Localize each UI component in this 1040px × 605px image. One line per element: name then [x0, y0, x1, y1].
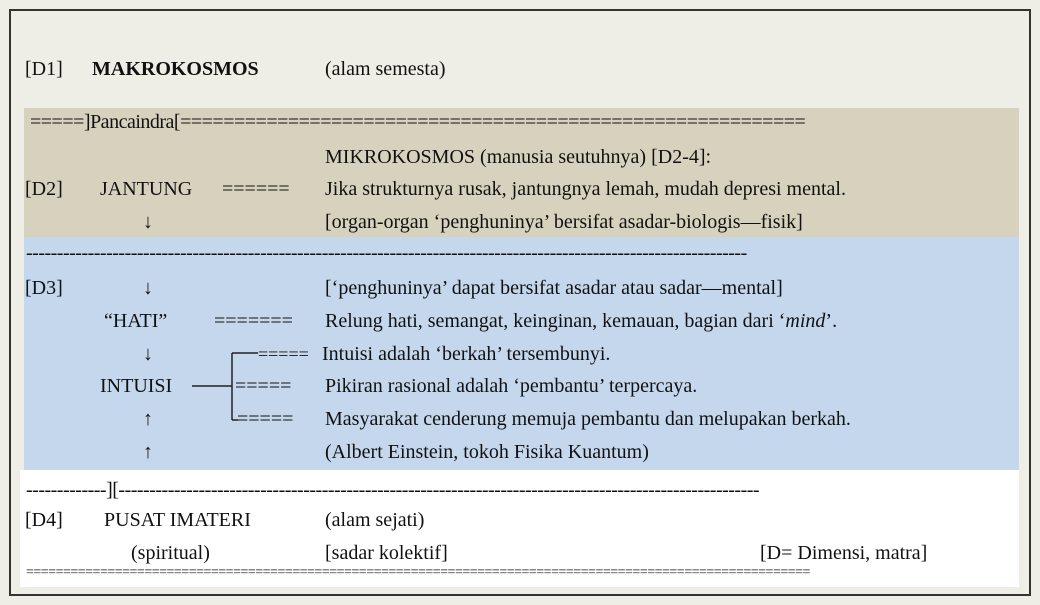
d3-line-4: Pikiran rasional adalah ‘pembantu’ terpercaya.	[325, 375, 698, 397]
bottom-dash-divider	[26, 480, 1011, 500]
branch-bot-connector: =====	[237, 408, 294, 430]
intuisi-label: INTUISI	[100, 375, 173, 397]
bottom-divider-left: -------------]	[26, 480, 113, 500]
d2-connector: ======	[222, 178, 290, 200]
d3-arrow-up-2: ↑	[143, 441, 153, 463]
pancaindra-label: Pancaindra	[90, 112, 174, 132]
bottom-double-rule: ==========================================================================================================	[26, 566, 810, 580]
branch-mid-connector: =====	[235, 375, 292, 397]
d4-desc: (alam sejati)	[325, 509, 425, 531]
d2-line-3: [organ-organ ‘penghuninya’ bersifat asadar-biologis—fisik]	[325, 211, 803, 233]
d1-desc: (alam semesta)	[325, 58, 446, 80]
divider-right: [==========================================================	[173, 112, 806, 132]
d4-label: PUSAT IMATERI	[104, 509, 251, 531]
d3-line-2-post: ’.	[825, 310, 838, 332]
d2-label: JANTUNG	[100, 178, 193, 200]
d4-tag: [D4]	[25, 509, 63, 531]
d3-line-6: (Albert Einstein, tokoh Fisika Kuantum)	[325, 441, 649, 463]
d1-title: MAKROKOSMOS	[92, 58, 259, 80]
d2-arrow-down: ↓	[143, 211, 153, 233]
d1-tag: [D1]	[25, 58, 63, 80]
hati-label: “HATI”	[104, 310, 168, 332]
divider-left: =====]	[30, 112, 91, 132]
d3-tag: [D3]	[25, 277, 63, 299]
hati-connector: =======	[214, 310, 293, 332]
dash-divider: ---------------------------------------------------------------------------------------------------------------------	[26, 243, 747, 263]
branch-top-connector: =====	[258, 344, 309, 364]
d3-line-5: Masyarakat cenderung memuja pembantu dan melupakan berkah.	[325, 408, 851, 430]
bottom-divider-right: [--------------------------------------------------------------------------------------------------------	[112, 480, 760, 500]
d4-desc2: [sadar kolektif]	[325, 542, 448, 564]
d2-tag: [D2]	[25, 178, 63, 200]
d3-arrow-up-1: ↑	[143, 408, 153, 430]
d3-line-3: Intuisi adalah ‘berkah’ tersembunyi.	[322, 343, 611, 365]
d3-arrow-down-1: ↓	[143, 277, 153, 299]
d3-arrow-down-2: ↓	[143, 343, 153, 365]
d3-line-2-pre: Relung hati, semangat, keinginan, kemauan, bagian dari ‘	[325, 310, 786, 332]
d3-line-2-em: mind	[785, 310, 826, 332]
d2-line-1: MIKROKOSMOS (manusia seutuhnya) [D2-4]:	[325, 146, 712, 168]
d4-sub: (spiritual)	[131, 542, 210, 564]
d2-line-2: Jika strukturnya rusak, jantungnya lemah, mudah depresi mental.	[325, 178, 846, 200]
d3-line-1: [‘penghuninya’ dapat bersifat asadar atau sadar—mental]	[325, 277, 783, 299]
legend-note: [D= Dimensi, matra]	[760, 542, 928, 564]
